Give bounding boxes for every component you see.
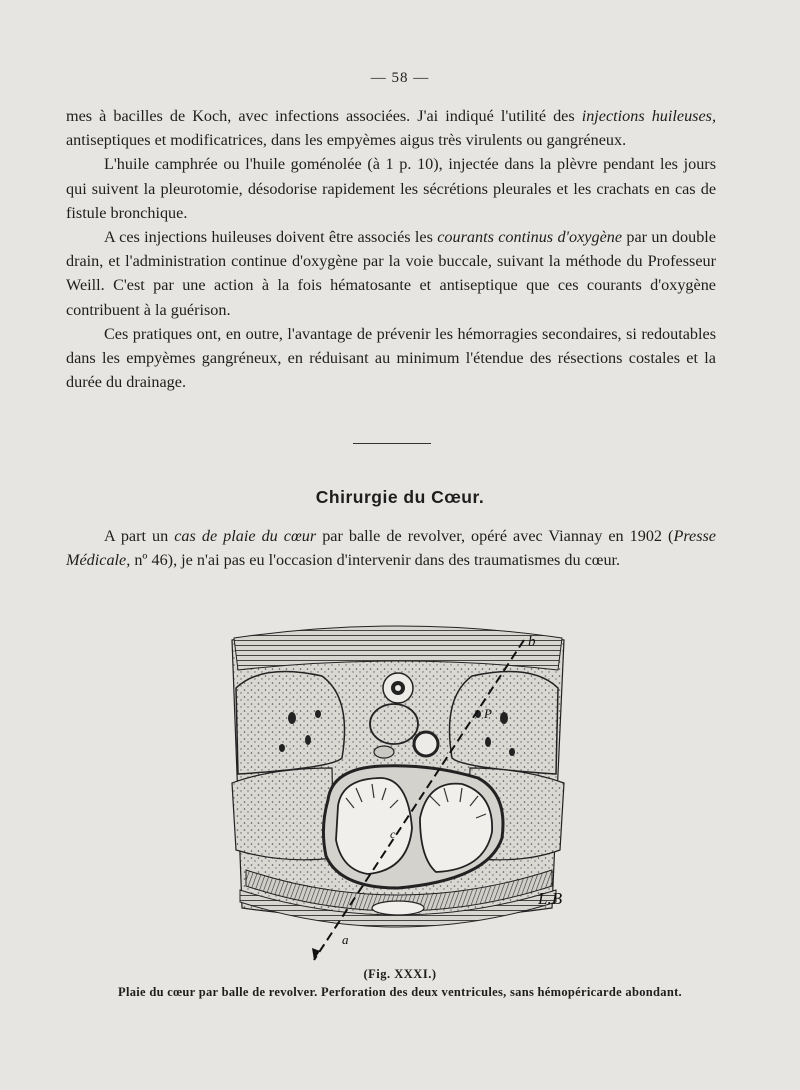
page-number: — 58 — xyxy=(370,70,430,86)
figure-caption: Plaie du cœur par balle de revolver. Perforation des deux ventricules, sans hémopéricarde abondant. xyxy=(118,985,682,999)
body-text xyxy=(66,104,716,394)
section-paragraph: A part un cas de plaie du cœur par balle de revolver, opéré avec Viannay en 1902 (Presse Médicale, nº 46), je n'ai pas eu l'occasion d'intervenir dans des traumatismes du cœur. xyxy=(66,527,716,570)
italic-term: injections huileuses, xyxy=(581,107,717,125)
label-lb: L.B xyxy=(538,889,563,908)
label-p: P xyxy=(484,706,492,721)
anatomical-illustration xyxy=(222,618,574,970)
paragraph-1: mes à bacilles de Koch, avec infections associées. J'ai indiqué l'utilité des injections huileuses, antiseptiques et modificatrices, dans les empyèmes aigus très virulents ou gangréneux. xyxy=(66,107,717,150)
italic-term: cas de plaie du cœur xyxy=(174,527,317,545)
figure-title: (Fig. XXXI.) xyxy=(363,967,437,981)
paragraph-4: Ces pratiques ont, en outre, l'avantage de prévenir les hémorragies secondaires, si redoutables dans les empyèmes gangréneux, en réduisant au minimum l'étendue des résections costales et la durée du drainage. xyxy=(66,324,716,392)
label-c: c xyxy=(390,827,396,841)
paragraph-3: A ces injections huileuses doivent être associés les courants continus d'oxygène par un double drain, et l'administration continue d'oxygène par la voie buccale, suivant la méthode du Professeur Weill. C'est par une action à la fois hématosante et antiseptique que ces courants d'oxygène contribuent à la guérison. xyxy=(66,228,716,319)
label-a: a xyxy=(342,932,349,947)
section-title: Chirurgie du Cœur. xyxy=(315,487,485,507)
section-divider xyxy=(353,443,431,444)
label-b: b xyxy=(528,634,536,650)
paragraph-2: L'huile camphrée ou l'huile goménolée (à 1 p. 10), injectée dans la plèvre pendant les jours qui suivent la pleurotomie, désodorise rapidement les sécrétions pleurales et les crachats en cas de fistule bronchique. xyxy=(66,155,716,222)
italic-term: courants continus d'oxygène xyxy=(437,228,623,247)
italic-term: Presse Médicale, xyxy=(66,527,716,570)
